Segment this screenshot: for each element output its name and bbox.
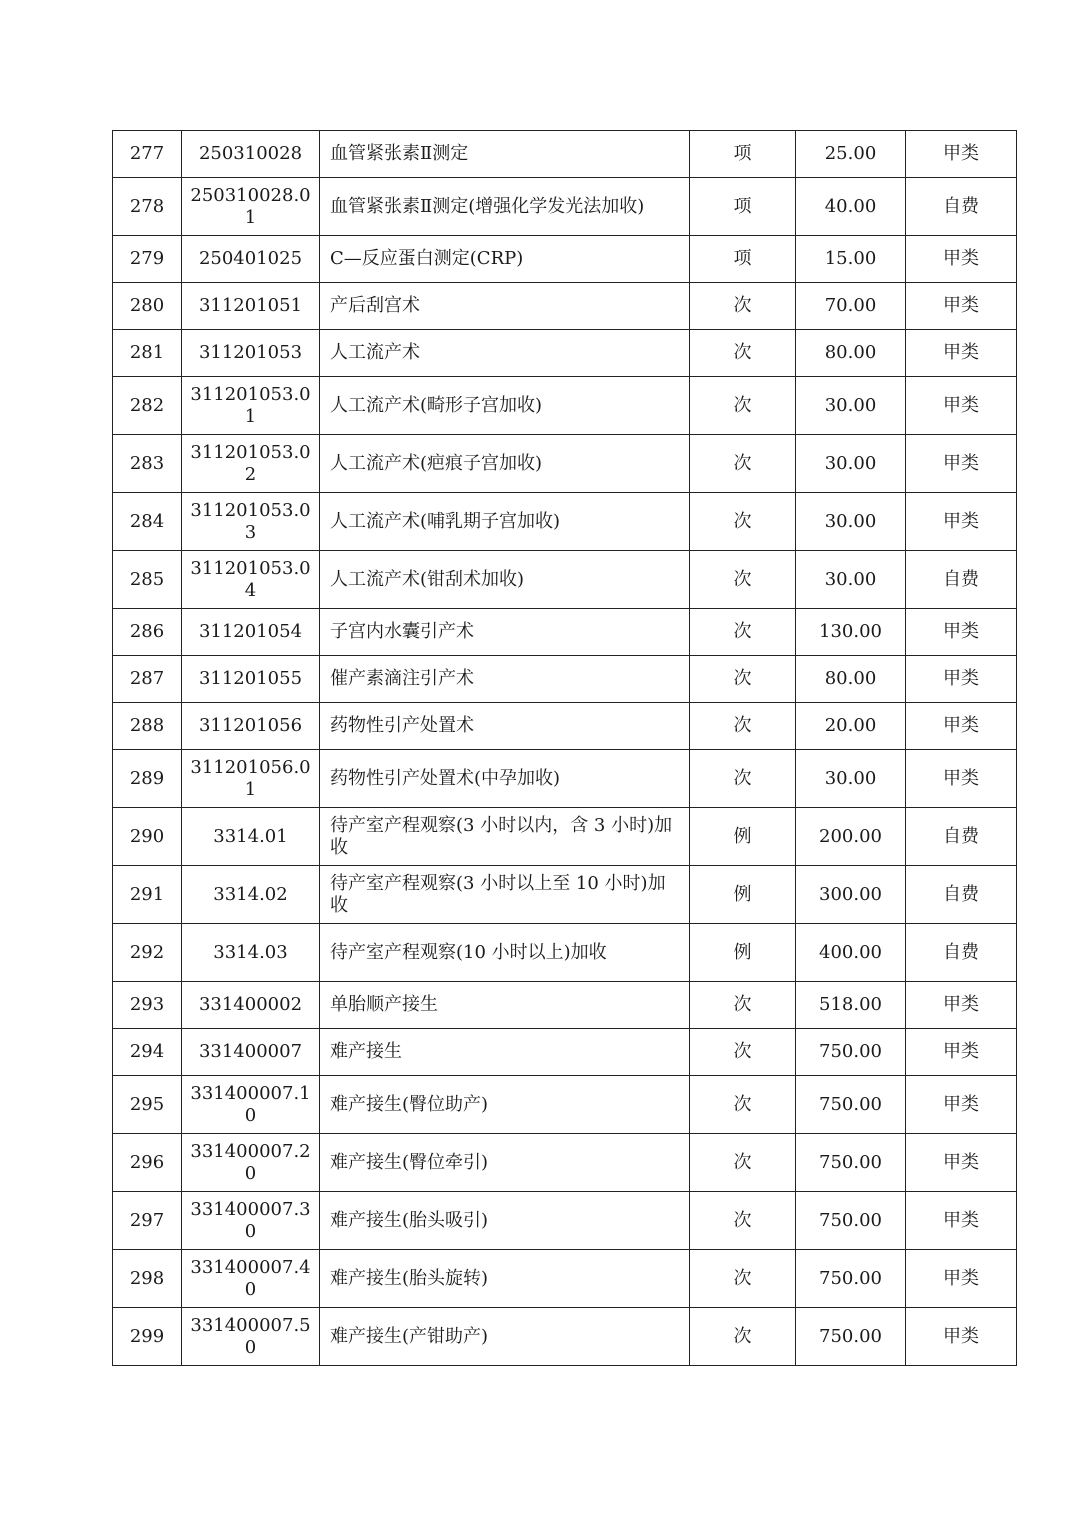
item-unit: 次 [690,1192,796,1250]
item-code: 250310028 [182,131,320,178]
item-unit: 次 [690,982,796,1029]
item-price: 750.00 [796,1192,906,1250]
item-price: 300.00 [796,866,906,924]
item-code: 311201053.02 [182,435,320,493]
item-code: 331400007.40 [182,1250,320,1308]
item-category: 甲类 [906,283,1017,330]
row-number: 281 [113,330,182,377]
item-code: 311201053 [182,330,320,377]
item-unit: 次 [690,1250,796,1308]
item-price: 400.00 [796,924,906,982]
item-price: 130.00 [796,609,906,656]
item-category: 甲类 [906,982,1017,1029]
item-code: 331400007.30 [182,1192,320,1250]
item-price: 750.00 [796,1250,906,1308]
item-price: 750.00 [796,1134,906,1192]
item-category: 甲类 [906,377,1017,435]
item-category: 甲类 [906,131,1017,178]
table-row [113,236,1017,283]
item-code: 311201051 [182,283,320,330]
row-number: 283 [113,435,182,493]
table-row [113,982,1017,1029]
fee-table-body [113,131,1017,1366]
item-code: 331400007.20 [182,1134,320,1192]
item-name: 难产接生 [320,1029,690,1076]
item-unit: 例 [690,866,796,924]
item-unit: 次 [690,703,796,750]
row-number: 285 [113,551,182,609]
item-category: 甲类 [906,435,1017,493]
item-unit: 次 [690,1029,796,1076]
item-price: 25.00 [796,131,906,178]
row-number: 297 [113,1192,182,1250]
row-number: 289 [113,750,182,808]
item-code: 311201056.01 [182,750,320,808]
item-code: 3314.03 [182,924,320,982]
item-category: 甲类 [906,1076,1017,1134]
item-code: 311201053.03 [182,493,320,551]
table-row [113,656,1017,703]
table-row [113,1192,1017,1250]
item-category: 甲类 [906,1308,1017,1366]
item-code: 311201053.04 [182,551,320,609]
row-number: 284 [113,493,182,551]
item-category: 甲类 [906,609,1017,656]
item-name: C—反应蛋白测定(CRP) [320,236,690,283]
item-name: 血管紧张素Ⅱ测定 [320,131,690,178]
item-code: 3314.01 [182,808,320,866]
item-price: 750.00 [796,1308,906,1366]
table-row [113,377,1017,435]
table-row [113,924,1017,982]
item-category: 甲类 [906,1029,1017,1076]
item-code: 250310028.01 [182,178,320,236]
item-price: 750.00 [796,1076,906,1134]
item-price: 80.00 [796,656,906,703]
item-code: 3314.02 [182,866,320,924]
item-unit: 次 [690,609,796,656]
row-number: 280 [113,283,182,330]
item-unit: 项 [690,131,796,178]
item-category: 甲类 [906,750,1017,808]
item-category: 自费 [906,866,1017,924]
item-category: 甲类 [906,656,1017,703]
item-name: 催产素滴注引产术 [320,656,690,703]
item-unit: 次 [690,1134,796,1192]
item-unit: 次 [690,551,796,609]
table-row [113,1076,1017,1134]
table-row [113,131,1017,178]
fee-table [112,130,1017,1366]
row-number: 286 [113,609,182,656]
row-number: 282 [113,377,182,435]
item-price: 40.00 [796,178,906,236]
row-number: 279 [113,236,182,283]
item-price: 518.00 [796,982,906,1029]
table-row [113,609,1017,656]
item-name: 人工流产术 [320,330,690,377]
item-category: 甲类 [906,1192,1017,1250]
item-price: 30.00 [796,377,906,435]
item-unit: 次 [690,493,796,551]
row-number: 290 [113,808,182,866]
item-name: 单胎顺产接生 [320,982,690,1029]
table-row [113,551,1017,609]
item-unit: 次 [690,377,796,435]
item-name: 子宫内水囊引产术 [320,609,690,656]
item-code: 311201055 [182,656,320,703]
item-code: 311201056 [182,703,320,750]
table-row [113,493,1017,551]
row-number: 277 [113,131,182,178]
row-number: 288 [113,703,182,750]
item-price: 200.00 [796,808,906,866]
item-unit: 次 [690,283,796,330]
item-unit: 项 [690,236,796,283]
item-unit: 次 [690,435,796,493]
table-row [113,808,1017,866]
item-name: 药物性引产处置术 [320,703,690,750]
row-number: 298 [113,1250,182,1308]
item-price: 15.00 [796,236,906,283]
item-category: 自费 [906,551,1017,609]
item-name: 难产接生(产钳助产) [320,1308,690,1366]
item-code: 331400002 [182,982,320,1029]
item-price: 30.00 [796,493,906,551]
item-name: 待产室产程观察(3 小时以内，含 3 小时)加收 [320,808,690,866]
item-category: 自费 [906,924,1017,982]
row-number: 295 [113,1076,182,1134]
table-row [113,435,1017,493]
item-category: 甲类 [906,703,1017,750]
row-number: 278 [113,178,182,236]
item-name: 难产接生(臀位牵引) [320,1134,690,1192]
item-price: 70.00 [796,283,906,330]
item-price: 30.00 [796,435,906,493]
item-name: 待产室产程观察(10 小时以上)加收 [320,924,690,982]
item-name: 药物性引产处置术(中孕加收) [320,750,690,808]
table-row [113,1134,1017,1192]
item-name: 难产接生(胎头吸引) [320,1192,690,1250]
item-name: 难产接生(臀位助产) [320,1076,690,1134]
item-code: 331400007.50 [182,1308,320,1366]
item-code: 311201054 [182,609,320,656]
item-name: 人工流产术(疤痕子宫加收) [320,435,690,493]
item-category: 自费 [906,808,1017,866]
item-code: 250401025 [182,236,320,283]
item-category: 甲类 [906,493,1017,551]
item-name: 难产接生(胎头旋转) [320,1250,690,1308]
item-unit: 次 [690,656,796,703]
item-name: 待产室产程观察(3 小时以上至 10 小时)加收 [320,866,690,924]
row-number: 294 [113,1029,182,1076]
item-unit: 例 [690,924,796,982]
row-number: 299 [113,1308,182,1366]
table-row [113,330,1017,377]
item-code: 311201053.01 [182,377,320,435]
item-category: 甲类 [906,330,1017,377]
item-category: 自费 [906,178,1017,236]
table-row [113,1250,1017,1308]
item-category: 甲类 [906,1134,1017,1192]
table-row [113,283,1017,330]
item-price: 750.00 [796,1029,906,1076]
table-row [113,1308,1017,1366]
item-name: 产后刮宫术 [320,283,690,330]
item-unit: 次 [690,750,796,808]
row-number: 287 [113,656,182,703]
row-number: 296 [113,1134,182,1192]
item-category: 甲类 [906,236,1017,283]
item-unit: 项 [690,178,796,236]
item-name: 人工流产术(哺乳期子宫加收) [320,493,690,551]
item-price: 30.00 [796,551,906,609]
item-price: 80.00 [796,330,906,377]
item-code: 331400007 [182,1029,320,1076]
table-row [113,750,1017,808]
item-price: 20.00 [796,703,906,750]
item-name: 人工流产术(钳刮术加收) [320,551,690,609]
item-code: 331400007.10 [182,1076,320,1134]
item-price: 30.00 [796,750,906,808]
table-row [113,1029,1017,1076]
item-category: 甲类 [906,1250,1017,1308]
item-unit: 次 [690,1076,796,1134]
item-unit: 次 [690,1308,796,1366]
row-number: 292 [113,924,182,982]
table-row [113,178,1017,236]
table-row [113,866,1017,924]
item-name: 人工流产术(畸形子宫加收) [320,377,690,435]
table-row [113,703,1017,750]
item-unit: 例 [690,808,796,866]
row-number: 291 [113,866,182,924]
row-number: 293 [113,982,182,1029]
item-unit: 次 [690,330,796,377]
item-name: 血管紧张素Ⅱ测定(增强化学发光法加收) [320,178,690,236]
